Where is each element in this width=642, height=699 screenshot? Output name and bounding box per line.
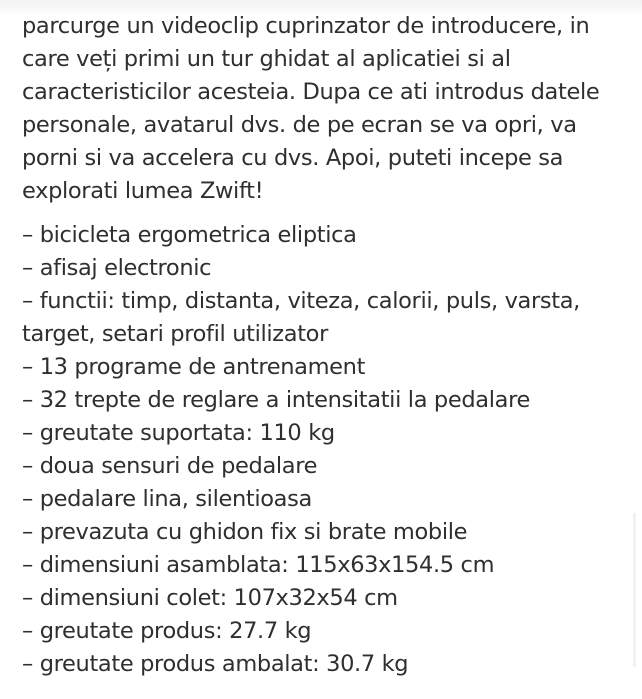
- spec-item: – pedalare lina, silentioasa: [22, 486, 312, 512]
- spec-item: – prevazuta cu ghidon fix si brate mobile: [22, 519, 468, 545]
- spec-list: [22, 219, 622, 681]
- description-paragraph: parcurge un videoclip cuprinzator de introducere, in care veți primi un tur ghidat al aplicatiei si al caracteristicilor acesteia. Dupa ce ati introdus datele personale, avatarul dvs. de pe ecran se va opri, va porni si va accelera cu dvs. Apoi, puteti incepe sa explorati lumea Zwift!: [22, 13, 600, 204]
- spec-item: – dimensiuni asamblata: 115x63x154.5 cm: [22, 552, 495, 578]
- spec-item: – doua sensuri de pedalare: [22, 453, 318, 479]
- spec-item: – greutate suportata: 110 kg: [22, 420, 335, 446]
- scrollbar[interactable]: [633, 513, 636, 667]
- spec-item: – greutate produs: 27.7 kg: [22, 618, 312, 644]
- spec-item: – functii: timp, distanta, viteza, calorii, puls, varsta, target, setari profil utilizator: [22, 288, 580, 347]
- product-description: [22, 10, 622, 681]
- spec-item: – greutate produs ambalat: 30.7 kg: [22, 651, 409, 677]
- spec-item: – dimensiuni colet: 107x32x54 cm: [22, 585, 398, 611]
- spec-item: – 32 trepte de reglare a intensitatii la pedalare: [22, 387, 530, 413]
- spec-item: – afisaj electronic: [22, 255, 212, 281]
- spec-item: – bicicleta ergometrica eliptica: [22, 222, 357, 248]
- spec-item: – 13 programe de antrenament: [22, 354, 366, 380]
